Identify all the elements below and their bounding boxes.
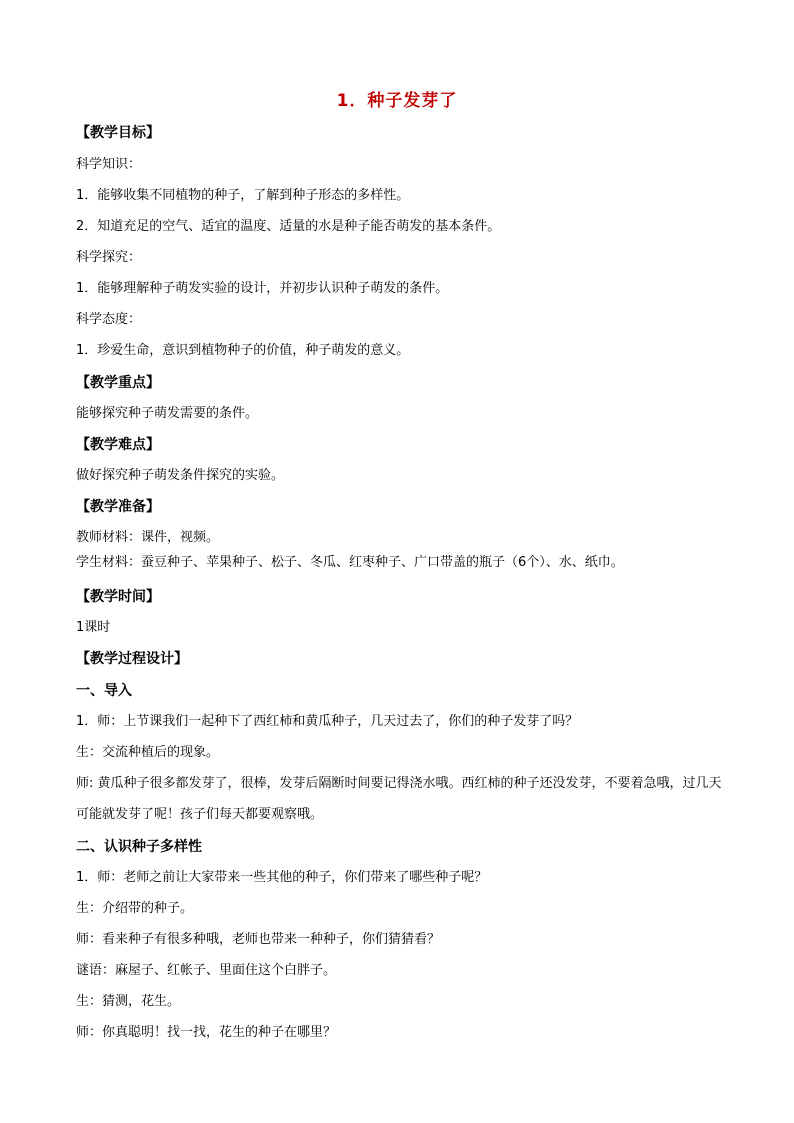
section-title: 一、导入: [76, 683, 132, 699]
dialogue-line: 生：交流种植后的现象。: [76, 745, 220, 760]
dialogue-line: 1．师：上节课我们一起种下了西红柿和黄瓜种子，几天过去了，你们的种子发芽了吗？: [76, 714, 579, 729]
preparation-student: 学生材料：蚕豆种子、苹果种子、松子、冬瓜、红枣种子、广口带盖的瓶子（6个）、水、纸巾。: [76, 555, 624, 570]
riddle-line: 谜语：麻屋子、红帐子、里面住这个白胖子。: [76, 963, 337, 978]
dialogue-line: 1．师：老师之前让大家带来一些其他的种子，你们带来了哪些种子呢？: [76, 870, 488, 885]
difficulties-heading: 【教学难点】: [76, 437, 160, 453]
section-title: 二、认识种子多样性: [76, 839, 202, 855]
dialogue-line: 师：看来种子有很多种哦，老师也带来一种种子，你们猜猜看？: [76, 932, 441, 947]
page-title: 1．种子发芽了: [336, 91, 458, 111]
dialogue-line: 师：你真聪明！找一找，花生的种子在哪里？: [76, 1025, 337, 1040]
time-text: 1课时: [76, 620, 111, 635]
attitude-label: 科学态度：: [76, 312, 142, 327]
dialogue-paragraph: 师: 黄瓜种子很多都发芽了，很棒，发芽后隔断时间要记得浇水哦。西红柿的种子还没发芽，不要着急哦，过几天可能就发芽了呢！孩子们每天都要观察哦。: [76, 776, 722, 822]
dialogue-line: 生：介绍带的种子。: [76, 901, 194, 916]
knowledge-item: 2．知道充足的空气、适宜的温度、适量的水是种子能否萌发的基本条件。: [76, 219, 501, 234]
attitude-item: 1．珍爱生命，意识到植物种子的价值，种子萌发的意义。: [76, 343, 410, 358]
preparation-teacher: 教师材料：课件，视频。: [76, 530, 220, 545]
dialogue-line: 生：猜测，花生。: [76, 994, 181, 1009]
inquiry-label: 科学探究：: [76, 250, 142, 265]
key-points-text: 能够探究种子萌发需要的条件。: [76, 406, 259, 421]
preparation-heading: 【教学准备】: [76, 499, 160, 515]
knowledge-label: 科学知识：: [76, 157, 142, 172]
inquiry-item: 1．能够理解种子萌发实验的设计，并初步认识种子萌发的条件。: [76, 281, 449, 296]
key-points-heading: 【教学重点】: [76, 375, 160, 391]
knowledge-item: 1．能够收集不同植物的种子，了解到种子形态的多样性。: [76, 188, 410, 203]
objectives-heading: 【教学目标】: [76, 125, 160, 141]
time-heading: 【教学时间】: [76, 589, 160, 605]
process-heading: 【教学过程设计】: [76, 651, 188, 667]
difficulties-text: 做好探究种子萌发条件探究的实验。: [76, 468, 285, 483]
